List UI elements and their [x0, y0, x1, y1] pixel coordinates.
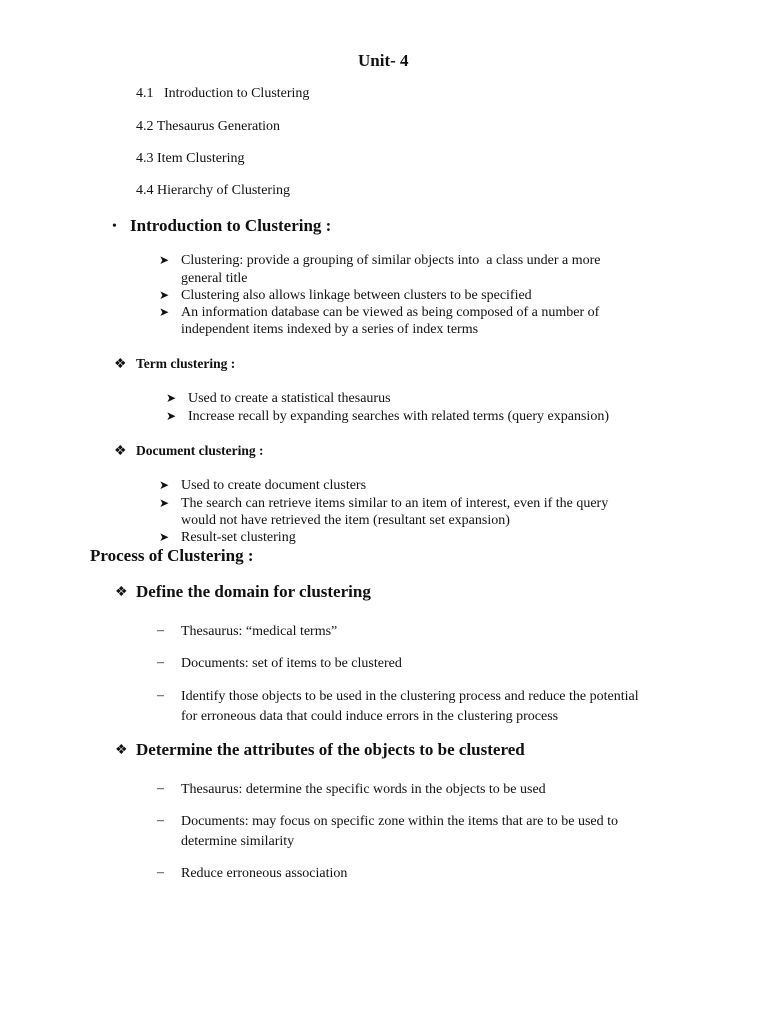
arrowhead-bullet-icon: ➤ [159, 496, 170, 510]
toc-item-1: 4.1 Introduction to Clustering [136, 86, 310, 101]
arrowhead-bullet-icon: ➤ [159, 305, 170, 319]
section-2-item-2-line-1: Documents: may focus on specific zone within the items that are to be used to [181, 814, 618, 829]
dash-bullet-icon: – [157, 655, 164, 670]
intro-heading: Introduction to Clustering : [130, 216, 332, 235]
bullet-dot-icon: • [112, 219, 117, 234]
arrowhead-bullet-icon: ➤ [159, 478, 170, 492]
section-2-heading: Determine the attributes of the objects to be clustered [136, 740, 525, 759]
process-heading: Process of Clustering : [90, 546, 254, 565]
diamond-bullet-icon: ❖ [114, 444, 127, 459]
term-item-2: Increase recall by expanding searches with related terms (query expansion) [188, 409, 609, 424]
arrowhead-bullet-icon: ➤ [159, 253, 170, 267]
term-item-1: Used to create a statistical thesaurus [188, 391, 391, 406]
arrowhead-bullet-icon: ➤ [166, 391, 177, 405]
arrowhead-bullet-icon: ➤ [159, 288, 170, 302]
page-title: Unit- 4 [358, 51, 409, 70]
intro-item-1-line-1: Clustering: provide a grouping of similar objects into a class under a more [181, 253, 601, 268]
section-1-item-2: Documents: set of items to be clustered [181, 656, 402, 671]
intro-item-3-line-1: An information database can be viewed as being composed of a number of [181, 305, 600, 320]
arrowhead-bullet-icon: ➤ [159, 530, 170, 544]
intro-item-3-line-2: independent items indexed by a series of index terms [181, 322, 479, 337]
intro-item-1-line-2: general title [181, 271, 248, 286]
doc-item-2-line-2: would not have retrieved the item (resultant set expansion) [181, 513, 510, 528]
diamond-bullet-icon: ❖ [115, 585, 128, 600]
dash-bullet-icon: – [157, 688, 164, 703]
toc-item-2: 4.2 Thesaurus Generation [136, 119, 280, 134]
toc-item-4: 4.4 Hierarchy of Clustering [136, 183, 290, 198]
dash-bullet-icon: – [157, 623, 164, 638]
dash-bullet-icon: – [157, 813, 164, 828]
section-1-item-3-line-1: Identify those objects to be used in the clustering process and reduce the potential [181, 689, 639, 704]
toc-item-3: 4.3 Item Clustering [136, 151, 245, 166]
section-2-item-1: Thesaurus: determine the specific words in the objects to be used [181, 782, 546, 797]
doc-item-2-line-1: The search can retrieve items similar to an item of interest, even if the query [181, 496, 609, 511]
diamond-bullet-icon: ❖ [114, 357, 127, 372]
intro-item-2: Clustering also allows linkage between clusters to be specified [181, 288, 532, 303]
dash-bullet-icon: – [157, 865, 164, 880]
diamond-bullet-icon: ❖ [115, 743, 128, 758]
doc-item-1: Used to create document clusters [181, 478, 367, 493]
section-1-item-1: Thesaurus: “medical terms” [181, 624, 338, 639]
term-clustering-heading: Term clustering : [136, 356, 236, 371]
section-1-heading: Define the domain for clustering [136, 582, 371, 601]
document-clustering-heading: Document clustering : [136, 443, 264, 458]
section-1-item-3-line-2: for erroneous data that could induce errors in the clustering process [181, 709, 559, 724]
section-2-item-2-line-2: determine similarity [181, 834, 295, 849]
arrowhead-bullet-icon: ➤ [166, 409, 177, 423]
doc-item-3: Result-set clustering [181, 530, 296, 545]
section-2-item-3: Reduce erroneous association [181, 866, 348, 881]
dash-bullet-icon: – [157, 781, 164, 796]
